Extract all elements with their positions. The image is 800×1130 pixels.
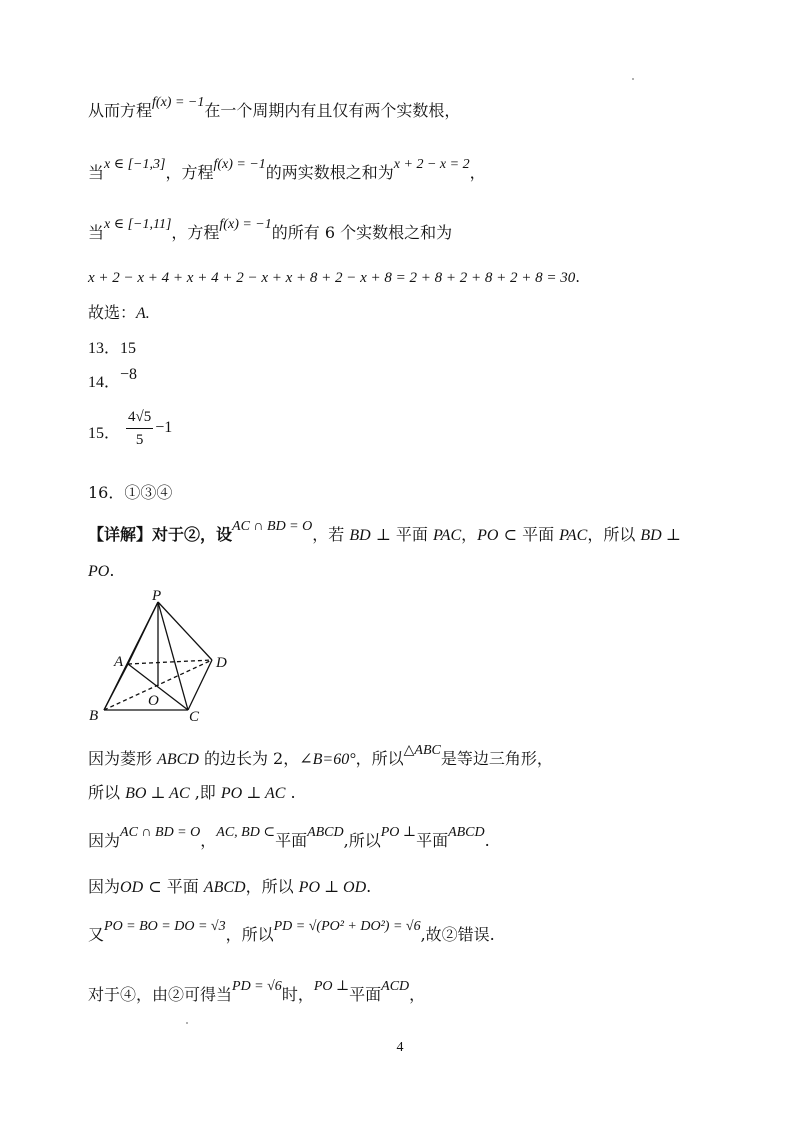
line-text: 对于④，由②可得当 bbox=[88, 985, 233, 1004]
vertex-label-B: B bbox=[89, 708, 99, 723]
line-text: ， bbox=[461, 525, 478, 544]
line-text: 从而方程 bbox=[88, 101, 153, 120]
line-text: ，所以 bbox=[355, 749, 404, 768]
math-expr: PD = √(PO² + DO²) = √6 bbox=[273, 919, 421, 934]
math-expr: OD bbox=[120, 879, 144, 896]
edge-AD-hidden bbox=[128, 660, 212, 664]
line-text: ，若 bbox=[312, 525, 350, 544]
text-line-15 bbox=[88, 876, 371, 899]
math-expr: PAC bbox=[559, 527, 588, 544]
line-text: ,故②错误. bbox=[420, 925, 495, 944]
line-text: 因为菱形 bbox=[88, 749, 158, 768]
line-text: 14． bbox=[88, 374, 121, 391]
line-text: 的边长为 2， bbox=[198, 749, 300, 768]
math-expr: BD ⊥ bbox=[640, 527, 681, 544]
line-text: ， bbox=[409, 985, 426, 1004]
math-expr: −1 bbox=[155, 419, 173, 437]
vertex-label-O: O bbox=[148, 693, 159, 709]
text-line-4 bbox=[88, 266, 580, 289]
vertex-label-D: D bbox=[216, 655, 227, 671]
edge-CD bbox=[188, 660, 212, 710]
math-expr: f(x) = −1 bbox=[219, 217, 272, 232]
line-text: . bbox=[109, 561, 115, 580]
text-line-12 bbox=[88, 743, 553, 772]
answer-15 bbox=[88, 406, 172, 451]
line-text: 又 bbox=[88, 925, 105, 944]
line-text: ⊂ 平面 bbox=[143, 877, 204, 896]
math-expr: ABCD bbox=[307, 825, 344, 840]
math-expr: BO ⊥ AC bbox=[125, 785, 190, 802]
math-expr: x ∈ [−1,3] bbox=[104, 157, 166, 172]
answer-14 bbox=[88, 366, 138, 394]
line-text: 因为 bbox=[88, 877, 121, 896]
text-line-5 bbox=[88, 302, 150, 325]
line-text: ，方程 bbox=[165, 163, 214, 182]
math-expr: A. bbox=[136, 305, 150, 322]
line-text: . bbox=[366, 877, 372, 896]
line-text: ⊂ 平面 bbox=[498, 525, 560, 544]
math-expr: x ∈ [−1,11] bbox=[104, 217, 172, 232]
math-expr: PO ⊥ AC bbox=[220, 785, 286, 802]
math-expr: BD bbox=[349, 527, 371, 544]
line-text: ，所以 bbox=[245, 877, 299, 896]
fraction-denominator: 5 bbox=[135, 432, 144, 448]
math-expr: PO bbox=[88, 563, 110, 580]
edge-AB bbox=[104, 664, 128, 710]
math-expr: PO = BO = DO = √3 bbox=[104, 919, 226, 934]
line-text: ，所以 bbox=[225, 925, 274, 944]
math-expr: ABCD bbox=[448, 825, 485, 840]
answer-13 bbox=[88, 338, 136, 360]
line-text: ， bbox=[469, 163, 486, 182]
vertex-label-C: C bbox=[189, 709, 200, 723]
math-expr: ACD bbox=[381, 979, 410, 994]
line-text: ,所以 bbox=[343, 831, 381, 850]
math-expr: AC, BD ⊂ bbox=[216, 825, 276, 840]
line-text: 平面 bbox=[349, 985, 382, 1004]
line-text: 【详解】对于②，设 bbox=[88, 525, 233, 544]
text-line-14 bbox=[88, 825, 490, 854]
vertex-label-P: P bbox=[152, 588, 162, 604]
line-text: 的所有 6 个实数根之和为 bbox=[271, 223, 453, 242]
fraction bbox=[126, 406, 153, 451]
text-line-11 bbox=[88, 560, 114, 583]
math-expr: PO bbox=[477, 527, 499, 544]
line-text: ,即 bbox=[189, 783, 221, 802]
text-line-10 bbox=[88, 519, 681, 548]
math-expr: ABCD bbox=[203, 879, 246, 896]
line-text: 13．15 bbox=[88, 340, 137, 357]
line-text: 的两实数根之和为 bbox=[265, 163, 394, 182]
text-line-2 bbox=[88, 157, 486, 186]
line-text: 故选： bbox=[88, 303, 137, 322]
math-expr: △ABC bbox=[403, 743, 441, 758]
page-number: 4 bbox=[396, 1040, 404, 1055]
math-expr: ∠B=60° bbox=[299, 751, 356, 768]
line-text: ， bbox=[200, 831, 217, 850]
answer-16 bbox=[88, 482, 172, 504]
line-text: . bbox=[575, 268, 581, 286]
line-text: ，方程 bbox=[171, 223, 220, 242]
line-text: 15． bbox=[88, 425, 121, 443]
line-text: 当 bbox=[88, 223, 105, 242]
text-line-13 bbox=[88, 782, 296, 805]
math-expr: PO ⊥ OD bbox=[298, 879, 367, 896]
math-expr: f(x) = −1 bbox=[152, 95, 205, 110]
math-expr: −8 bbox=[120, 366, 138, 383]
line-text: 因为 bbox=[88, 831, 121, 850]
scan-speck bbox=[186, 1022, 188, 1024]
math-expr: AC ∩ BD = O bbox=[120, 825, 201, 840]
math-expr: PO ⊥ bbox=[380, 825, 417, 840]
math-expr: x + 2 − x = 2 bbox=[393, 157, 470, 172]
line-text: ，所以 bbox=[587, 525, 641, 544]
line-text: 16．①③④ bbox=[88, 483, 173, 502]
fraction-numerator: 4√5 bbox=[126, 406, 153, 429]
math-expr: x + 2 − x + 4 + x + 4 + 2 − x + x + 8 + 2 − x + 8 = 2 + 8 + 2 + 8 + 2 + 8 = 30 bbox=[88, 270, 576, 286]
math-expr: f(x) = −1 bbox=[213, 157, 266, 172]
math-expr: PAC bbox=[432, 527, 462, 544]
math-expr: PO ⊥ bbox=[313, 979, 350, 994]
text-line-17 bbox=[88, 979, 426, 1008]
scan-speck bbox=[632, 78, 634, 80]
line-text: 是等边三角形， bbox=[440, 749, 553, 768]
math-expr: ABCD bbox=[157, 751, 199, 768]
line-text: 平面 bbox=[416, 831, 449, 850]
pyramid-diagram bbox=[86, 588, 236, 723]
math-expr: AC ∩ BD = O bbox=[232, 519, 313, 534]
text-line-3 bbox=[88, 217, 453, 246]
line-text: . bbox=[484, 831, 490, 850]
line-text: ⊥ 平面 bbox=[370, 525, 433, 544]
line-text: 时， bbox=[281, 985, 314, 1004]
line-text: 在一个周期内有且仅有两个实数根， bbox=[204, 101, 461, 120]
line-text: 所以 bbox=[88, 783, 126, 802]
line-text: 当 bbox=[88, 163, 105, 182]
text-line-16 bbox=[88, 919, 495, 948]
text-line-1 bbox=[88, 95, 461, 124]
line-text: . bbox=[285, 783, 296, 802]
math-expr: PD = √6 bbox=[232, 979, 282, 994]
vertex-label-A: A bbox=[114, 654, 124, 670]
line-text: 平面 bbox=[275, 831, 308, 850]
